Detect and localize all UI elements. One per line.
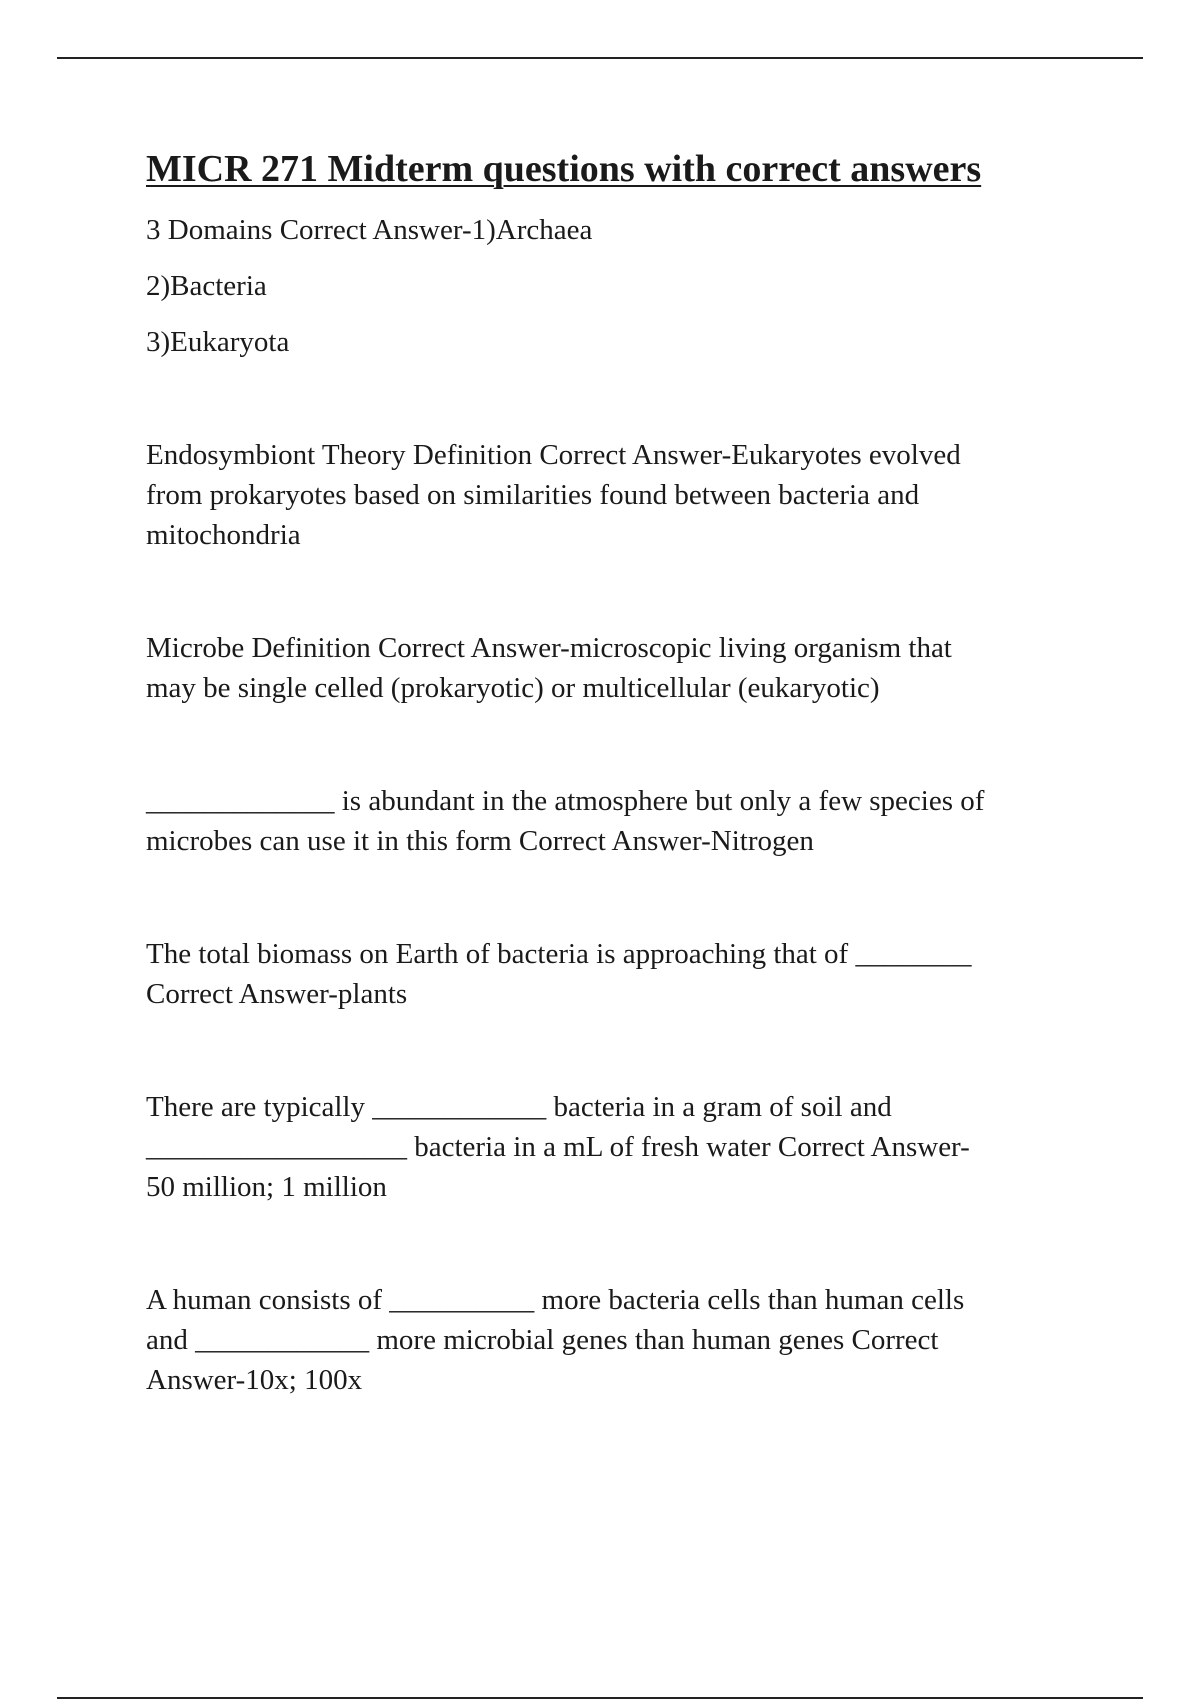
top-rule (57, 57, 1143, 59)
text-line: _____________ is abundant in the atmosphere but only a few species of (146, 785, 985, 817)
text-line: __________________ bacteria in a mL of fresh water Correct Answer- (146, 1131, 970, 1163)
text-line: 3)Eukaryota (146, 326, 290, 358)
text-line: Microbe Definition Correct Answer-microscopic living organism that (146, 632, 952, 664)
text-line: microbes can use it in this form Correct Answer-Nitrogen (146, 825, 814, 857)
text-line: mitochondria (146, 519, 301, 551)
text-line: Correct Answer-plants (146, 978, 408, 1010)
text-line: Endosymbiont Theory Definition Correct Answer-Eukaryotes evolved (146, 439, 961, 471)
answer-domains-bacteria (146, 266, 1096, 306)
question-endosymbiont (146, 435, 1096, 555)
question-nitrogen (146, 781, 1096, 861)
answer-domains-archaea (146, 210, 1096, 250)
answer-domains-eukaryota (146, 322, 1096, 362)
text-line: Answer-10x; 100x (146, 1364, 363, 1396)
text-line: from prokaryotes based on similarities found between bacteria and (146, 479, 920, 511)
text-line: A human consists of __________ more bacteria cells than human cells (146, 1284, 965, 1316)
text-line: 50 million; 1 million (146, 1171, 387, 1203)
document-body (146, 142, 1096, 1400)
question-biomass (146, 934, 1096, 1014)
text-line: and ____________ more microbial genes than human genes Correct (146, 1324, 939, 1356)
text-line: 2)Bacteria (146, 270, 267, 302)
document-title: MICR 271 Midterm questions with correct answers (146, 148, 982, 190)
text-line: 3 Domains Correct Answer-1)Archaea (146, 214, 593, 246)
question-bacteria-counts (146, 1087, 1096, 1207)
question-human-microbiome (146, 1280, 1096, 1400)
bottom-rule (57, 1697, 1143, 1699)
question-microbe (146, 628, 1096, 708)
text-line: There are typically ____________ bacteria in a gram of soil and (146, 1091, 892, 1123)
text-line: may be single celled (prokaryotic) or multicellular (eukaryotic) (146, 672, 880, 704)
text-line: The total biomass on Earth of bacteria is approaching that of ________ (146, 938, 972, 970)
